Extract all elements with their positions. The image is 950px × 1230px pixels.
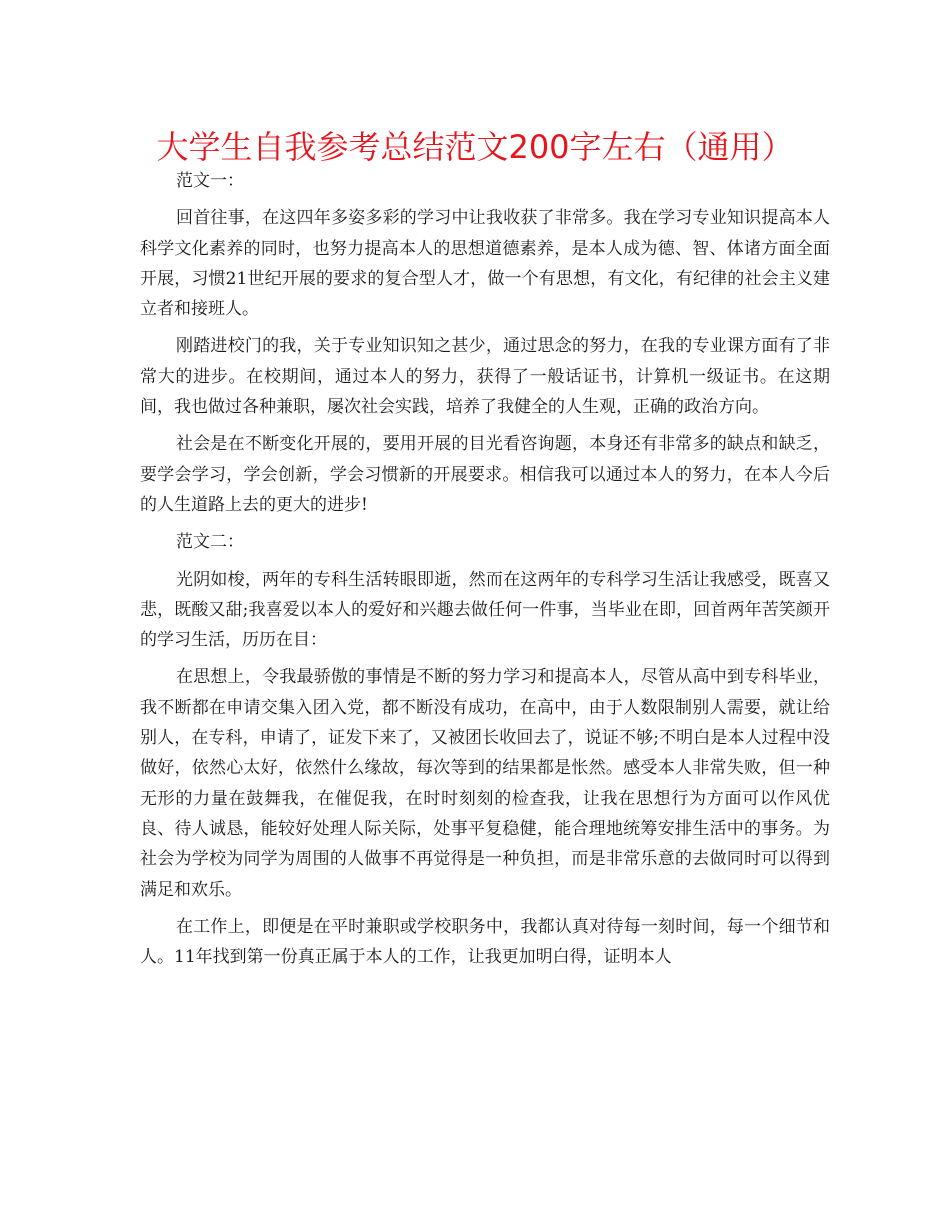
paragraph: 在思想上，令我最骄傲的事情是不断的努力学习和提高本人，尽管从高中到专科毕业，我不断都在申请交集入团入党，都不断没有成功，在高中，由于人数限制别人需要，就让给别人，在专科，申请了，证发下来了，又被团长收回去了，说证不够;不明白是本人过程中没做好，依然心太好，依然什么缘故，每次等到的结果都是怅然。感受本人非常失败，但一种无形的力量在鼓舞我，在催促我，在时时刻刻的检查我，让我在思想行为方面可以作风优良、待人诚恳，能较好处理人际关际，处事平复稳健，能合理地统筹安排生活中的事务。为社会为学校为同学为周围的人做事不再觉得是一种负担，而是非常乐意的去做同时可以得到满足和欢乐。 [140, 667, 830, 900]
paragraph: 刚踏进校门的我，关于专业知识知之甚少，通过思念的努力，在我的专业课方面有了非常大的进步。在校期间，通过本人的努力，获得了一般话证书，计算机一级证书。在这期间，我也做过各种兼职，屡次社会实践，培养了我健全的人生观，正确的政治方向。 [140, 336, 830, 418]
paragraph: 回首往事，在这四年多姿多彩的学习中让我收获了非常多。我在学习专业知识提高本人科学文化素养的同时，也努力提高本人的思想道德素养，是本人成为德、智、体诸方面全面开展，习惯21世纪开展的要求的复合型人才，做一个有思想，有文化，有纪律的社会主义建立者和接班人。 [140, 208, 830, 320]
paragraph: 光阴如梭，两年的专科生活转眼即逝，然而在这两年的专科学习生活让我感受，既喜又悲，既酸又甜;我喜爱以本人的爱好和兴趣去做任何一件事，当毕业在即，回首两年苦笑颜开的学习生活，历历在目： [140, 569, 830, 651]
document-title: 大学生自我参考总结范文200字左右（通用） [156, 128, 794, 166]
paragraph: 在工作上，即便是在平时兼职或学校职务中，我都认真对待每一刻时间，每一个细节和人。11年找到第一份真正属于本人的工作，让我更加明白得，证明本人 [140, 916, 830, 968]
paragraph: 社会是在不断变化开展的，要用开展的目光看咨询题，本身还有非常多的缺点和缺乏，要学会学习，学会创新，学会习惯新的开展要求。相信我可以通过本人的努力，在本人今后的人生道路上去的更大的进步! [140, 434, 830, 515]
section-heading-1: 范文一： [176, 171, 244, 191]
document-body [140, 166, 830, 972]
section-heading-2: 范文二： [176, 532, 244, 553]
